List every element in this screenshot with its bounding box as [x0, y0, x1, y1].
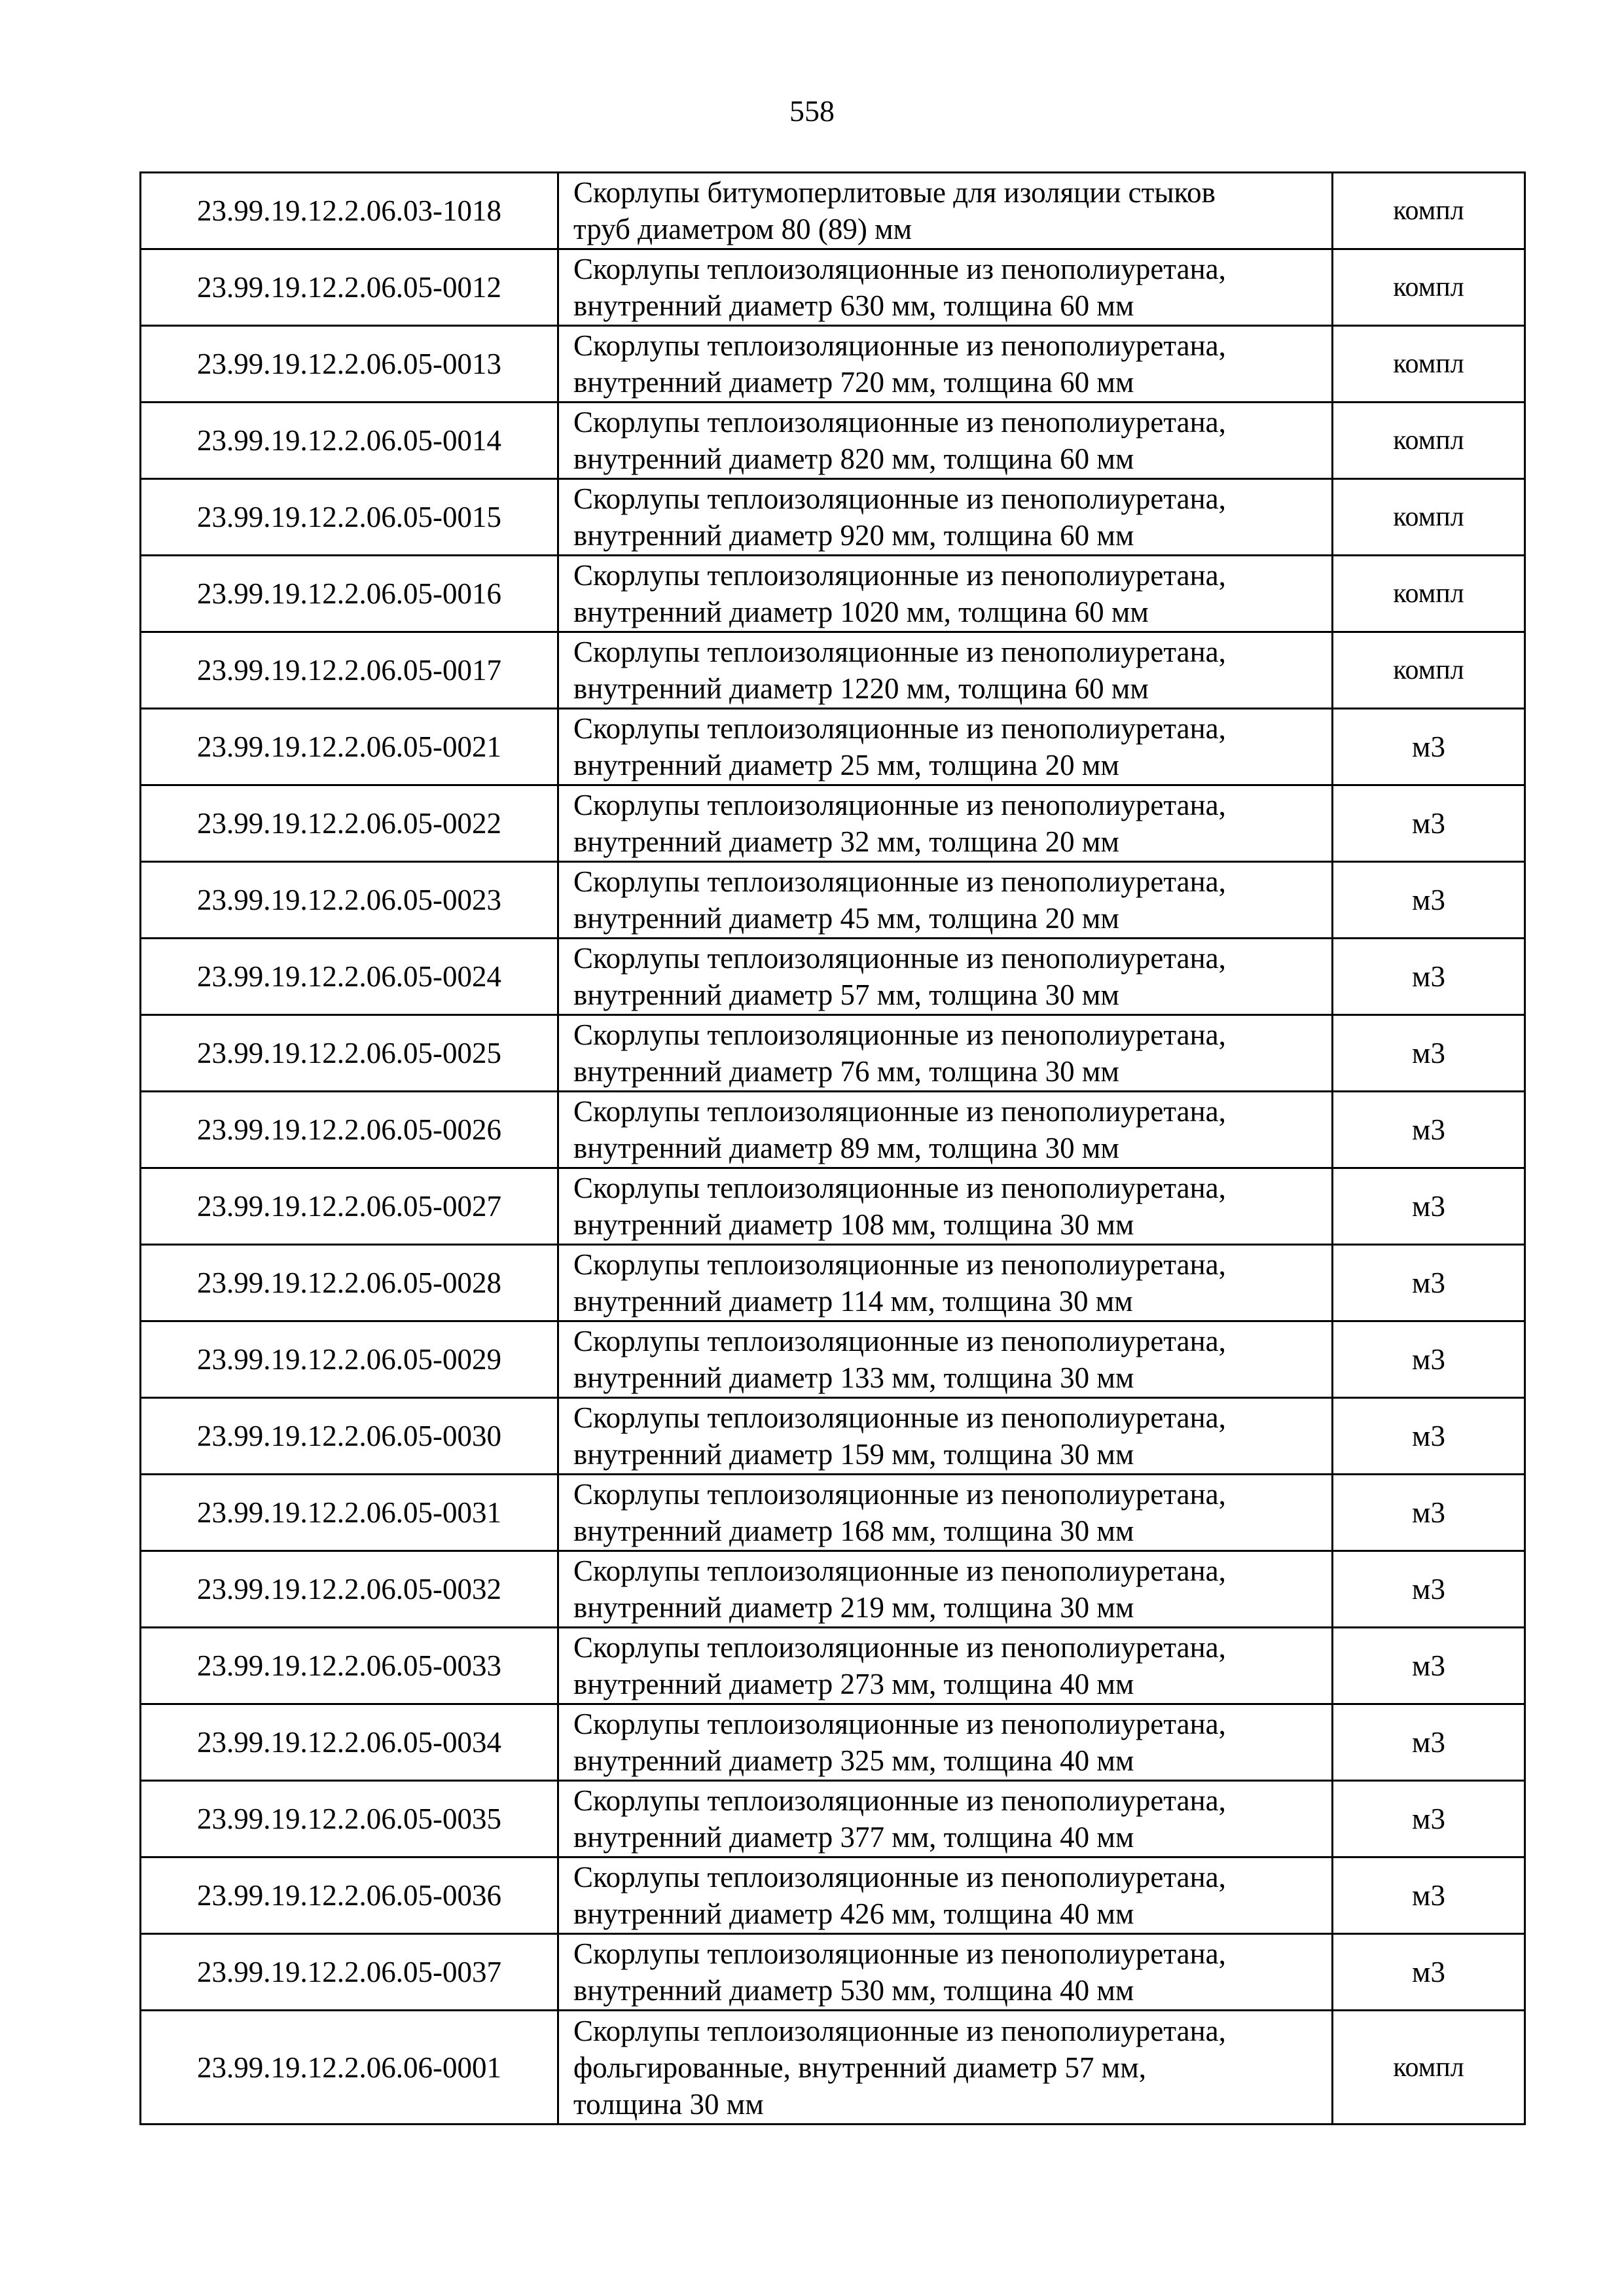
table-row — [141, 632, 1525, 709]
resource-name — [558, 1245, 1333, 1321]
resource-name-line: Скорлупы теплоизоляционные из пенополиуретана, — [573, 1095, 1226, 1128]
table-row — [141, 1168, 1525, 1245]
resource-name-line: внутренний диаметр 1220 мм, толщина 60 мм — [573, 672, 1149, 705]
resource-code: 23.99.19.12.2.06.05-0032 — [141, 1551, 558, 1628]
resource-name-line: внутренний диаметр 45 мм, толщина 20 мм — [573, 902, 1119, 935]
table-row — [141, 1475, 1525, 1551]
table-row — [141, 2011, 1525, 2125]
table-row — [141, 249, 1525, 326]
resource-name-line: внутренний диаметр 219 мм, толщина 30 мм — [573, 1591, 1134, 1624]
resource-table — [139, 171, 1526, 2125]
resource-unit: м3 — [1333, 1857, 1525, 1934]
resource-unit: м3 — [1333, 1245, 1525, 1321]
table-row — [141, 479, 1525, 556]
resource-unit: м3 — [1333, 1092, 1525, 1168]
resource-code: 23.99.19.12.2.06.05-0026 — [141, 1092, 558, 1168]
table-row — [141, 1857, 1525, 1934]
resource-code: 23.99.19.12.2.06.05-0031 — [141, 1475, 558, 1551]
table-row — [141, 326, 1525, 403]
resource-name — [558, 939, 1333, 1015]
resource-name-line: Скорлупы теплоизоляционные из пенополиуретана, — [573, 482, 1226, 515]
table-row — [141, 173, 1525, 249]
resource-name — [558, 479, 1333, 556]
resource-name-line: Скорлупы теплоизоляционные из пенополиуретана, — [573, 712, 1226, 745]
resource-name-line: внутренний диаметр 76 мм, толщина 30 мм — [573, 1055, 1119, 1088]
resource-name-line: Скорлупы теплоизоляционные из пенополиуретана, — [573, 942, 1226, 975]
resource-unit: компл — [1333, 173, 1525, 249]
resource-name-line: внутренний диаметр 32 мм, толщина 20 мм — [573, 825, 1119, 858]
resource-name-line: внутренний диаметр 108 мм, толщина 30 мм — [573, 1208, 1134, 1241]
resource-name-line: Скорлупы теплоизоляционные из пенополиуретана, — [573, 1401, 1226, 1434]
resource-name — [558, 1934, 1333, 2011]
resource-name-line: внутренний диаметр 57 мм, толщина 30 мм — [573, 978, 1119, 1011]
resource-name-line: Скорлупы теплоизоляционные из пенополиуретана, — [573, 1172, 1226, 1204]
resource-unit: м3 — [1333, 1168, 1525, 1245]
resource-name-line: Скорлупы теплоизоляционные из пенополиуретана, — [573, 1937, 1226, 1970]
resource-name-line: внутренний диаметр 25 мм, толщина 20 мм — [573, 749, 1119, 781]
resource-name — [558, 403, 1333, 479]
resource-unit: м3 — [1333, 1781, 1525, 1857]
resource-unit: м3 — [1333, 1551, 1525, 1628]
resource-name — [558, 2011, 1333, 2125]
resource-name — [558, 709, 1333, 785]
resource-name-line: Скорлупы теплоизоляционные из пенополиуретана, — [573, 1631, 1226, 1664]
resource-name — [558, 1857, 1333, 1934]
resource-name-line: Скорлупы теплоизоляционные из пенополиуретана, — [573, 789, 1226, 821]
resource-name — [558, 1321, 1333, 1398]
page-number: 558 — [789, 94, 835, 128]
resource-name-line: внутренний диаметр 720 мм, толщина 60 мм — [573, 366, 1134, 399]
resource-code: 23.99.19.12.2.06.05-0015 — [141, 479, 558, 556]
resource-unit: м3 — [1333, 939, 1525, 1015]
resource-name-line: Скорлупы теплоизоляционные из пенополиуретана, — [573, 2014, 1226, 2047]
resource-unit: компл — [1333, 249, 1525, 326]
resource-name-line: Скорлупы теплоизоляционные из пенополиуретана, — [573, 1248, 1226, 1281]
resource-name — [558, 1015, 1333, 1092]
resource-name-line: внутренний диаметр 630 мм, толщина 60 мм — [573, 289, 1134, 322]
resource-name-line: Скорлупы теплоизоляционные из пенополиуретана, — [573, 1861, 1226, 1893]
table-row — [141, 403, 1525, 479]
resource-unit: м3 — [1333, 1015, 1525, 1092]
resource-name-line: внутренний диаметр 133 мм, толщина 30 мм — [573, 1361, 1134, 1394]
resource-code: 23.99.19.12.2.06.05-0025 — [141, 1015, 558, 1092]
resource-unit: компл — [1333, 326, 1525, 403]
resource-name-line: внутренний диаметр 920 мм, толщина 60 мм — [573, 519, 1134, 552]
resource-name-line: внутренний диаметр 114 мм, толщина 30 мм — [573, 1285, 1133, 1318]
resource-unit: м3 — [1333, 709, 1525, 785]
resource-name-line: Скорлупы теплоизоляционные из пенополиуретана, — [573, 865, 1226, 898]
table-row — [141, 1628, 1525, 1704]
resource-name-line: внутренний диаметр 426 мм, толщина 40 мм — [573, 1897, 1134, 1930]
resource-code: 23.99.19.12.2.06.05-0013 — [141, 326, 558, 403]
resource-name — [558, 1551, 1333, 1628]
resource-name-line: Скорлупы теплоизоляционные из пенополиуретана, — [573, 1325, 1226, 1357]
resource-name-line: Скорлупы теплоизоляционные из пенополиуретана, — [573, 636, 1226, 668]
resource-code: 23.99.19.12.2.06.03-1018 — [141, 173, 558, 249]
table-row — [141, 939, 1525, 1015]
resource-unit: м3 — [1333, 1704, 1525, 1781]
table-body — [141, 173, 1525, 2125]
table-row — [141, 1551, 1525, 1628]
resource-code: 23.99.19.12.2.06.05-0021 — [141, 709, 558, 785]
resource-name — [558, 1092, 1333, 1168]
resource-code: 23.99.19.12.2.06.05-0029 — [141, 1321, 558, 1398]
resource-name — [558, 249, 1333, 326]
resource-name-line: внутренний диаметр 89 мм, толщина 30 мм — [573, 1132, 1119, 1164]
resource-name-line: толщина 30 мм — [573, 2087, 764, 2121]
table-row — [141, 1704, 1525, 1781]
resource-name — [558, 862, 1333, 939]
resource-unit: м3 — [1333, 1321, 1525, 1398]
resource-name-line: внутренний диаметр 273 мм, толщина 40 мм — [573, 1668, 1134, 1700]
resource-name — [558, 1475, 1333, 1551]
resource-code: 23.99.19.12.2.06.05-0016 — [141, 556, 558, 632]
resource-name-line: внутренний диаметр 820 мм, толщина 60 мм — [573, 442, 1134, 475]
resource-name-line: фольгированные, внутренний диаметр 57 мм, — [573, 2051, 1146, 2084]
resource-code: 23.99.19.12.2.06.05-0037 — [141, 1934, 558, 2011]
resource-name — [558, 1628, 1333, 1704]
resource-code: 23.99.19.12.2.06.05-0027 — [141, 1168, 558, 1245]
table-row — [141, 1321, 1525, 1398]
resource-name — [558, 1781, 1333, 1857]
resource-code: 23.99.19.12.2.06.05-0035 — [141, 1781, 558, 1857]
resource-name-line: внутренний диаметр 168 мм, толщина 30 мм — [573, 1515, 1134, 1547]
resource-name-line: Скорлупы теплоизоляционные из пенополиуретана, — [573, 253, 1226, 285]
resource-unit: м3 — [1333, 862, 1525, 939]
resource-name-line: внутренний диаметр 377 мм, толщина 40 мм — [573, 1821, 1134, 1854]
resource-unit: компл — [1333, 403, 1525, 479]
resource-name-line: Скорлупы теплоизоляционные из пенополиуретана, — [573, 1708, 1226, 1740]
table-row — [141, 1245, 1525, 1321]
resource-name-line: Скорлупы теплоизоляционные из пенополиуретана, — [573, 329, 1226, 362]
table-row — [141, 1092, 1525, 1168]
resource-name-line: Скорлупы теплоизоляционные из пенополиуретана, — [573, 1018, 1226, 1051]
resource-name-line: внутренний диаметр 1020 мм, толщина 60 мм — [573, 596, 1149, 628]
resource-name-line: внутренний диаметр 530 мм, толщина 40 мм — [573, 1974, 1134, 2007]
table-row — [141, 1398, 1525, 1475]
resource-name-line: Скорлупы теплоизоляционные из пенополиуретана, — [573, 406, 1226, 439]
resource-name — [558, 173, 1333, 249]
resource-code: 23.99.19.12.2.06.05-0024 — [141, 939, 558, 1015]
resource-code: 23.99.19.12.2.06.06-0001 — [141, 2011, 558, 2125]
resource-code: 23.99.19.12.2.06.05-0017 — [141, 632, 558, 709]
resource-unit: м3 — [1333, 1628, 1525, 1704]
table-row — [141, 556, 1525, 632]
resource-name-line: Скорлупы битумоперлитовые для изоляции стыков — [573, 176, 1216, 209]
resource-unit: компл — [1333, 556, 1525, 632]
resource-name-line: внутренний диаметр 325 мм, толщина 40 мм — [573, 1744, 1134, 1777]
resource-code: 23.99.19.12.2.06.05-0022 — [141, 785, 558, 862]
resource-code: 23.99.19.12.2.06.05-0028 — [141, 1245, 558, 1321]
resource-code: 23.99.19.12.2.06.05-0023 — [141, 862, 558, 939]
resource-unit: м3 — [1333, 1398, 1525, 1475]
resource-name — [558, 556, 1333, 632]
table-row — [141, 709, 1525, 785]
resource-name — [558, 1168, 1333, 1245]
resource-unit: компл — [1333, 2011, 1525, 2125]
resource-unit: м3 — [1333, 785, 1525, 862]
resource-name — [558, 326, 1333, 403]
resource-unit: компл — [1333, 632, 1525, 709]
table-row — [141, 862, 1525, 939]
resource-name — [558, 785, 1333, 862]
resource-code: 23.99.19.12.2.06.05-0014 — [141, 403, 558, 479]
resource-unit: компл — [1333, 479, 1525, 556]
table-row — [141, 785, 1525, 862]
resource-name-line: Скорлупы теплоизоляционные из пенополиуретана, — [573, 1478, 1226, 1511]
resource-name-line: Скорлупы теплоизоляционные из пенополиуретана, — [573, 1554, 1226, 1587]
resource-unit: м3 — [1333, 1934, 1525, 2011]
table-row — [141, 1934, 1525, 2011]
resource-code: 23.99.19.12.2.06.05-0030 — [141, 1398, 558, 1475]
resource-code: 23.99.19.12.2.06.05-0036 — [141, 1857, 558, 1934]
resource-code: 23.99.19.12.2.06.05-0012 — [141, 249, 558, 326]
table-row — [141, 1781, 1525, 1857]
resource-code: 23.99.19.12.2.06.05-0033 — [141, 1628, 558, 1704]
resource-code: 23.99.19.12.2.06.05-0034 — [141, 1704, 558, 1781]
resource-name-line: Скорлупы теплоизоляционные из пенополиуретана, — [573, 559, 1226, 592]
resource-name — [558, 1704, 1333, 1781]
resource-name-line: труб диаметром 80 (89) мм — [573, 213, 912, 245]
resource-name — [558, 1398, 1333, 1475]
resource-unit: м3 — [1333, 1475, 1525, 1551]
resource-name — [558, 632, 1333, 709]
table-row — [141, 1015, 1525, 1092]
resource-name-line: Скорлупы теплоизоляционные из пенополиуретана, — [573, 1784, 1226, 1817]
resource-name-line: внутренний диаметр 159 мм, толщина 30 мм — [573, 1438, 1134, 1471]
